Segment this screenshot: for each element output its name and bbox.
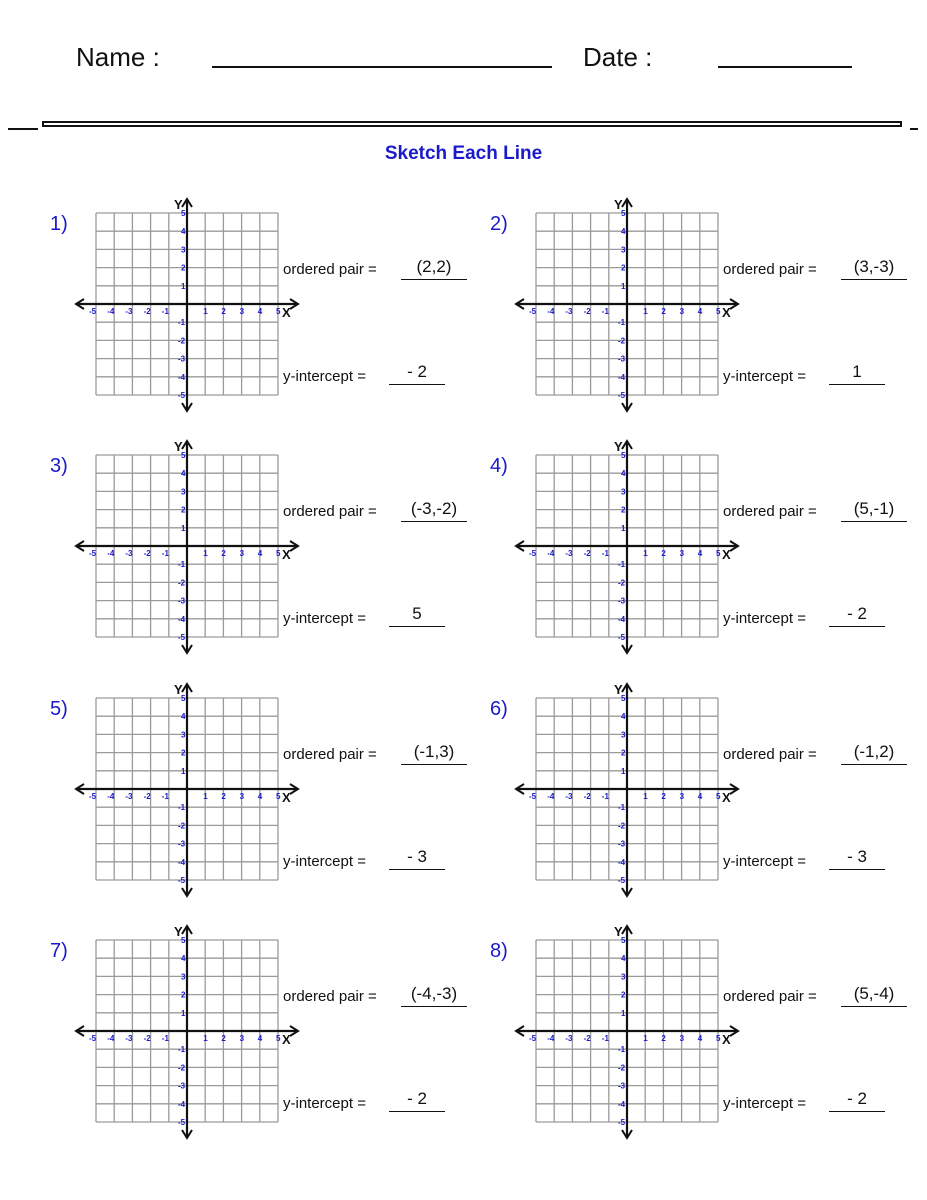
- x-tick-label: 1: [643, 307, 648, 316]
- x-tick-label: -4: [547, 792, 555, 801]
- ordered-pair-value: (3,-3): [853, 257, 895, 276]
- y-intercept-value: - 3: [847, 847, 867, 866]
- y-tick-label: -1: [618, 318, 626, 328]
- x-tick-label: -5: [529, 307, 537, 316]
- y-tick-label: 5: [621, 209, 626, 218]
- y-intercept-line: [829, 869, 885, 870]
- y-tick-label: 5: [621, 694, 626, 703]
- y-tick-label: -5: [178, 633, 186, 642]
- x-tick-label: -4: [107, 549, 115, 558]
- ordered-pair-line: [841, 279, 907, 280]
- y-tick-label: -5: [618, 633, 626, 642]
- ordered-pair-value: (-1,2): [853, 742, 895, 761]
- x-tick-label: 5: [276, 307, 281, 316]
- x-tick-label: 4: [697, 549, 703, 558]
- left-rule-tick: [8, 128, 38, 130]
- name-label: Name :: [76, 42, 160, 72]
- y-tick-label: 4: [621, 469, 626, 479]
- x-tick-label: -3: [565, 792, 573, 801]
- problem-number: 3): [50, 455, 68, 477]
- problem-1: [50, 197, 490, 433]
- x-tick-label: -4: [547, 549, 555, 558]
- x-tick-label: 3: [679, 307, 685, 316]
- x-tick-label: -4: [107, 792, 115, 801]
- x-tick-label: -3: [125, 549, 133, 558]
- y-tick-label: 4: [181, 712, 186, 722]
- coordinate-grid[interactable]: [60, 678, 300, 908]
- y-tick-label: 5: [621, 451, 626, 460]
- right-rule-tick: [910, 128, 918, 130]
- x-tick-label: 2: [661, 549, 666, 558]
- x-axis-label: X: [722, 305, 731, 320]
- y-tick-label: 4: [181, 469, 186, 479]
- coordinate-grid[interactable]: [60, 193, 300, 423]
- y-tick-label: 3: [621, 245, 626, 255]
- y-intercept-value: - 2: [407, 1089, 427, 1108]
- x-tick-label: -4: [107, 307, 115, 316]
- x-tick-label: -5: [89, 549, 97, 558]
- y-tick-label: -5: [178, 391, 186, 400]
- x-tick-label: 2: [221, 307, 226, 316]
- y-intercept-line: [389, 1111, 445, 1112]
- x-tick-label: -2: [583, 1034, 591, 1043]
- y-tick-label: -3: [618, 354, 626, 364]
- date-label: Date :: [583, 42, 653, 72]
- x-tick-label: -5: [89, 792, 97, 801]
- problem-number: 7): [50, 940, 68, 962]
- ordered-pair-label: ordered pair =: [283, 503, 377, 520]
- x-tick-label: 3: [239, 1034, 245, 1043]
- x-tick-label: 4: [697, 307, 703, 316]
- x-tick-label: 1: [203, 1034, 208, 1043]
- y-axis-label: Y: [614, 682, 623, 697]
- x-axis-label: X: [722, 790, 731, 805]
- y-tick-label: -1: [178, 803, 186, 813]
- y-tick-label: 2: [621, 748, 626, 758]
- ordered-pair-value: (-1,3): [413, 742, 455, 761]
- y-intercept-line: [389, 384, 445, 385]
- problem-6: [490, 682, 927, 918]
- x-tick-label: 4: [697, 792, 703, 801]
- y-tick-label: -3: [618, 596, 626, 606]
- y-intercept-line: [829, 626, 885, 627]
- y-tick-label: -4: [178, 372, 186, 382]
- y-tick-label: 3: [181, 245, 186, 255]
- x-tick-label: 5: [276, 1034, 281, 1043]
- x-tick-label: -5: [529, 1034, 537, 1043]
- ordered-pair-line: [841, 521, 907, 522]
- name-field[interactable]: [212, 66, 552, 68]
- x-tick-label: 1: [643, 792, 648, 801]
- y-axis-label: Y: [174, 924, 183, 939]
- problem-number: 8): [490, 940, 508, 962]
- x-tick-label: -1: [601, 792, 609, 801]
- y-tick-label: 1: [181, 523, 186, 533]
- x-tick-label: -2: [143, 1034, 151, 1043]
- x-tick-label: 3: [679, 549, 685, 558]
- x-tick-label: -2: [583, 792, 591, 801]
- y-tick-label: 5: [181, 209, 186, 218]
- ordered-pair-label: ordered pair =: [723, 746, 817, 763]
- y-tick-label: 2: [621, 505, 626, 515]
- x-tick-label: -5: [89, 1034, 97, 1043]
- y-axis-label: Y: [174, 439, 183, 454]
- y-tick-label: 3: [621, 972, 626, 982]
- y-tick-label: 1: [181, 281, 186, 291]
- x-tick-label: 2: [221, 792, 226, 801]
- x-axis-label: X: [722, 1032, 731, 1047]
- x-tick-label: -2: [583, 307, 591, 316]
- y-intercept-value: - 2: [847, 1089, 867, 1108]
- y-tick-label: 2: [621, 990, 626, 1000]
- ordered-pair-label: ordered pair =: [283, 988, 377, 1005]
- x-tick-label: 5: [716, 792, 721, 801]
- ordered-pair-line: [401, 764, 467, 765]
- x-tick-label: -1: [601, 549, 609, 558]
- y-tick-label: 2: [181, 505, 186, 515]
- y-tick-label: 2: [621, 263, 626, 273]
- ordered-pair-value: (-4,-3): [410, 984, 458, 1003]
- y-tick-label: -5: [618, 876, 626, 885]
- y-tick-label: -2: [178, 821, 186, 831]
- ordered-pair-value: (-3,-2): [410, 499, 458, 518]
- y-tick-label: -4: [618, 857, 626, 867]
- page-title: Sketch Each Line: [384, 143, 543, 164]
- y-tick-label: -1: [618, 560, 626, 570]
- y-axis-label: Y: [174, 682, 183, 697]
- y-tick-label: 2: [181, 990, 186, 1000]
- y-tick-label: -2: [178, 1063, 186, 1073]
- x-tick-label: -3: [125, 1034, 133, 1043]
- y-intercept-value: 5: [412, 604, 422, 623]
- x-tick-label: 1: [203, 792, 208, 801]
- x-tick-label: 4: [257, 792, 263, 801]
- ordered-pair-value: (2,2): [416, 257, 452, 276]
- y-tick-label: -3: [178, 1081, 186, 1091]
- y-tick-label: -1: [178, 318, 186, 328]
- x-tick-label: -4: [547, 307, 555, 316]
- x-tick-label: 3: [679, 1034, 685, 1043]
- y-tick-label: 3: [621, 730, 626, 740]
- ordered-pair-line: [401, 279, 467, 280]
- x-tick-label: 5: [276, 792, 281, 801]
- y-tick-label: -2: [178, 578, 186, 588]
- problem-8: [490, 924, 927, 1160]
- x-tick-label: 1: [643, 549, 648, 558]
- x-tick-label: 5: [716, 549, 721, 558]
- y-tick-label: -5: [618, 391, 626, 400]
- y-tick-label: 4: [621, 954, 626, 964]
- x-axis-label: X: [282, 790, 291, 805]
- x-tick-label: 4: [257, 1034, 263, 1043]
- y-tick-label: 4: [181, 227, 186, 237]
- problem-number: 5): [50, 698, 68, 720]
- date-field[interactable]: [718, 66, 852, 68]
- x-tick-label: 2: [661, 1034, 666, 1043]
- y-tick-label: -4: [178, 857, 186, 867]
- x-tick-label: -3: [125, 792, 133, 801]
- x-tick-label: -5: [89, 307, 97, 316]
- y-tick-label: -3: [618, 839, 626, 849]
- coordinate-grid[interactable]: [60, 435, 300, 665]
- x-tick-label: 4: [257, 307, 263, 316]
- y-intercept-line: [829, 384, 885, 385]
- y-tick-label: -2: [618, 336, 626, 346]
- problem-7: [50, 924, 490, 1160]
- y-tick-label: 4: [621, 227, 626, 237]
- x-tick-label: -1: [161, 307, 169, 316]
- ordered-pair-line: [401, 1006, 467, 1007]
- y-tick-label: 1: [181, 1008, 186, 1018]
- y-tick-label: -4: [618, 1099, 626, 1109]
- x-axis-label: X: [722, 547, 731, 562]
- y-tick-label: 1: [181, 766, 186, 776]
- header-divider: [42, 121, 902, 127]
- y-axis-label: Y: [614, 439, 623, 454]
- y-tick-label: -3: [178, 839, 186, 849]
- x-tick-label: -5: [529, 549, 537, 558]
- y-intercept-label: y-intercept =: [283, 610, 366, 627]
- y-tick-label: 5: [181, 451, 186, 460]
- y-tick-label: 1: [621, 1008, 626, 1018]
- ordered-pair-line: [841, 1006, 907, 1007]
- y-tick-label: -1: [618, 1045, 626, 1055]
- x-tick-label: -1: [601, 307, 609, 316]
- x-tick-label: 3: [239, 549, 245, 558]
- y-tick-label: -5: [618, 1118, 626, 1127]
- x-tick-label: -3: [565, 549, 573, 558]
- y-tick-label: -5: [178, 876, 186, 885]
- y-intercept-value: - 2: [407, 362, 427, 381]
- y-tick-label: 1: [621, 281, 626, 291]
- x-tick-label: -4: [547, 1034, 555, 1043]
- x-tick-label: -2: [143, 307, 151, 316]
- x-tick-label: 2: [221, 549, 226, 558]
- ordered-pair-value: (5,-1): [853, 499, 895, 518]
- y-tick-label: -2: [618, 1063, 626, 1073]
- y-tick-label: -3: [178, 596, 186, 606]
- ordered-pair-label: ordered pair =: [723, 503, 817, 520]
- x-axis-label: X: [282, 305, 291, 320]
- y-tick-label: -4: [178, 614, 186, 624]
- x-tick-label: -1: [161, 549, 169, 558]
- x-tick-label: 1: [203, 549, 208, 558]
- y-tick-label: -2: [618, 578, 626, 588]
- y-intercept-value: 1: [852, 362, 862, 381]
- y-tick-label: 4: [181, 954, 186, 964]
- problem-4: [490, 439, 927, 675]
- y-intercept-label: y-intercept =: [283, 853, 366, 870]
- coordinate-grid[interactable]: [500, 678, 740, 908]
- x-tick-label: -2: [583, 549, 591, 558]
- y-axis-label: Y: [614, 197, 623, 212]
- ordered-pair-line: [841, 764, 907, 765]
- y-tick-label: 3: [181, 730, 186, 740]
- x-tick-label: 4: [697, 1034, 703, 1043]
- y-tick-label: -2: [178, 336, 186, 346]
- y-intercept-label: y-intercept =: [723, 610, 806, 627]
- x-axis-label: X: [282, 1032, 291, 1047]
- y-tick-label: -5: [178, 1118, 186, 1127]
- x-tick-label: 2: [221, 1034, 226, 1043]
- y-intercept-label: y-intercept =: [283, 368, 366, 385]
- x-tick-label: -1: [161, 792, 169, 801]
- y-tick-label: -4: [618, 614, 626, 624]
- y-intercept-line: [389, 869, 445, 870]
- problem-number: 6): [490, 698, 508, 720]
- ordered-pair-label: ordered pair =: [283, 261, 377, 278]
- y-tick-label: 5: [181, 936, 186, 945]
- y-intercept-label: y-intercept =: [723, 1095, 806, 1112]
- y-tick-label: -4: [178, 1099, 186, 1109]
- y-tick-label: -1: [178, 1045, 186, 1055]
- x-tick-label: 1: [203, 307, 208, 316]
- x-tick-label: -5: [529, 792, 537, 801]
- coordinate-grid[interactable]: [60, 920, 300, 1150]
- x-tick-label: 3: [239, 307, 245, 316]
- y-intercept-line: [829, 1111, 885, 1112]
- x-tick-label: 3: [239, 792, 245, 801]
- x-tick-label: -3: [565, 1034, 573, 1043]
- y-axis-label: Y: [614, 924, 623, 939]
- problem-3: [50, 439, 490, 675]
- x-tick-label: -1: [601, 1034, 609, 1043]
- x-tick-label: 5: [716, 1034, 721, 1043]
- coordinate-grid[interactable]: [500, 920, 740, 1150]
- y-tick-label: 2: [181, 748, 186, 758]
- problem-number: 1): [50, 213, 68, 235]
- problem-2: [490, 197, 927, 433]
- ordered-pair-label: ordered pair =: [723, 261, 817, 278]
- problem-5: [50, 682, 490, 918]
- x-tick-label: -4: [107, 1034, 115, 1043]
- y-tick-label: 3: [621, 487, 626, 497]
- coordinate-grid[interactable]: [500, 193, 740, 423]
- y-tick-label: -2: [618, 821, 626, 831]
- x-tick-label: -1: [161, 1034, 169, 1043]
- y-intercept-label: y-intercept =: [283, 1095, 366, 1112]
- y-tick-label: 4: [621, 712, 626, 722]
- x-tick-label: 5: [716, 307, 721, 316]
- y-tick-label: 5: [621, 936, 626, 945]
- x-tick-label: 2: [661, 307, 666, 316]
- y-intercept-line: [389, 626, 445, 627]
- x-tick-label: 1: [643, 1034, 648, 1043]
- x-tick-label: -2: [143, 549, 151, 558]
- x-tick-label: -2: [143, 792, 151, 801]
- x-tick-label: -3: [125, 307, 133, 316]
- y-axis-label: Y: [174, 197, 183, 212]
- y-tick-label: -4: [618, 372, 626, 382]
- x-tick-label: 4: [257, 549, 263, 558]
- problem-number: 2): [490, 213, 508, 235]
- y-intercept-label: y-intercept =: [723, 853, 806, 870]
- problem-number: 4): [490, 455, 508, 477]
- y-intercept-value: - 2: [847, 604, 867, 623]
- y-intercept-label: y-intercept =: [723, 368, 806, 385]
- ordered-pair-label: ordered pair =: [283, 746, 377, 763]
- y-intercept-value: - 3: [407, 847, 427, 866]
- x-tick-label: 2: [661, 792, 666, 801]
- y-tick-label: -1: [178, 560, 186, 570]
- ordered-pair-label: ordered pair =: [723, 988, 817, 1005]
- y-tick-label: 3: [181, 487, 186, 497]
- x-axis-label: X: [282, 547, 291, 562]
- y-tick-label: 3: [181, 972, 186, 982]
- y-tick-label: 1: [621, 523, 626, 533]
- y-tick-label: -1: [618, 803, 626, 813]
- x-tick-label: 5: [276, 549, 281, 558]
- coordinate-grid[interactable]: [500, 435, 740, 665]
- y-tick-label: -3: [618, 1081, 626, 1091]
- y-tick-label: 5: [181, 694, 186, 703]
- x-tick-label: 3: [679, 792, 685, 801]
- y-tick-label: -3: [178, 354, 186, 364]
- ordered-pair-value: (5,-4): [853, 984, 895, 1003]
- x-tick-label: -3: [565, 307, 573, 316]
- y-tick-label: 2: [181, 263, 186, 273]
- y-tick-label: 1: [621, 766, 626, 776]
- ordered-pair-line: [401, 521, 467, 522]
